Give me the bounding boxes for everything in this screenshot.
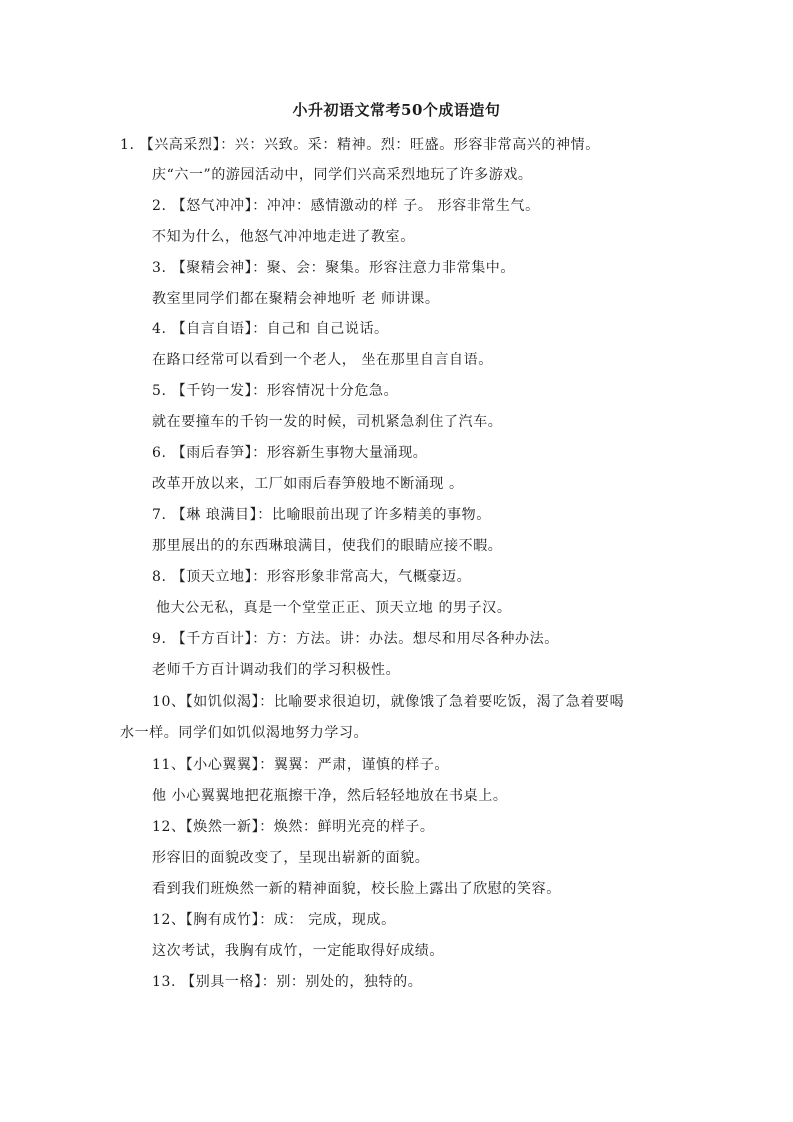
document-title: 小升初语文常考50个成语造句	[292, 101, 501, 119]
text-line-23: 12、【焕然一新】：焕然：鲜明光亮的样子。	[152, 819, 435, 835]
text-line-13: 7. 【琳 琅满目】：比喻眼前出现了许多精美的事物。	[152, 507, 491, 523]
text-line-17: 9. 【千方百计】：方：方法。讲：办法。想尽和用尽各种办法。	[152, 631, 559, 647]
text-line-12: 改革开放以来，工厂如雨后春笋般地不断涌现 。	[152, 476, 464, 492]
text-line-15: 8. 【顶天立地】：形容形象非常高大，气概豪迈。	[152, 569, 472, 585]
text-line-22: 他 小心翼翼地把花瓶擦干净，然后轻轻地放在书桌上。	[152, 788, 508, 804]
text-line-6: 教室里同学们都在聚精会神地听 老 师讲课。	[152, 291, 440, 307]
text-line-5: 3. 【聚精会神】：聚、会：聚集。形容注意力非常集中。	[152, 260, 516, 276]
text-line-24: 形容旧的面貌改变了，呈现出崭新的面貌。	[152, 850, 430, 866]
text-line-20: 水一样。同学们如饥似渴地努力学习。	[120, 725, 369, 741]
text-line-11: 6. 【雨后春笋】：形容新生事物大量涌现。	[152, 445, 428, 461]
text-line-1: 1. 【兴高采烈】：兴：兴致。采：精神。烈：旺盛。形容非常高兴的神情。	[120, 137, 600, 153]
text-line-10: 就在要撞车的千钧一发的时候，司机紧急刹住了汽车。	[152, 414, 503, 430]
text-line-19: 10、【如饥似渴】：比喻要求很迫切，就像饿了急着要吃饭，渴了急着要喝	[152, 694, 625, 710]
text-line-21: 11、【小心翼翼】：翼翼：严肃，谨慎的样子。	[152, 757, 450, 773]
text-line-14: 那里展出的的东西琳琅满目，使我们的眼睛应接不暇。	[152, 538, 503, 554]
text-line-3: 2. 【怒气冲冲】：冲冲：感情激动的样 子。 形容非常生气。	[152, 198, 540, 214]
text-line-9: 5. 【千钧一发】：形容情况十分危急。	[152, 383, 399, 399]
text-line-8: 在路口经常可以看到一个老人， 坐在那里自言自语。	[152, 352, 493, 368]
text-line-27: 这次考试，我胸有成竹，一定能取得好成绩。	[152, 943, 444, 959]
text-line-16: 他大公无私，真是一个堂堂正正、顶天立地 的男子汉。	[156, 600, 512, 616]
text-line-7: 4. 【自言自语】：自己和 自己说话。	[152, 321, 389, 337]
text-line-28: 13. 【别具一格】：别：别处的，独特的。	[152, 974, 423, 990]
text-line-4: 不知为什么，他怒气冲冲地走进了教室。	[152, 229, 415, 245]
text-line-26: 12、【胸有成竹】：成： 完成，现成。	[152, 912, 396, 928]
text-line-18: 老师千方百计调动我们的学习积极性。	[152, 662, 401, 678]
text-line-25: 看到我们班焕然一新的精神面貌，校长脸上露出了欣慰的笑容。	[152, 881, 561, 897]
text-line-2: 庆“六一”的游园活动中，同学们兴高采烈地玩了许多游戏。	[152, 167, 533, 183]
